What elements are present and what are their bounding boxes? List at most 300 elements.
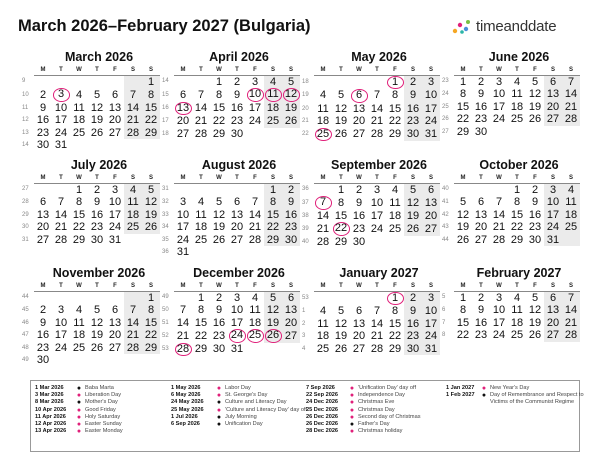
week-number: 19 — [302, 92, 309, 99]
holiday-day: 6 — [350, 89, 368, 103]
empty-day — [52, 75, 70, 88]
day: 17 — [492, 100, 506, 113]
day: 1 — [197, 291, 205, 304]
day: 24 — [422, 115, 440, 128]
week-number: 48 — [22, 344, 29, 351]
day: 12 — [528, 304, 542, 317]
legend-date: 1 Feb 2027 — [446, 392, 475, 399]
week-number: 6 — [442, 307, 446, 314]
week-number: 31 — [22, 236, 29, 243]
week-number: 37 — [302, 199, 309, 206]
day: 4 — [75, 88, 83, 101]
day: 28 — [316, 235, 330, 248]
day: 13 — [544, 304, 562, 317]
empty-day — [88, 354, 106, 367]
legend-name: Christmas holiday — [358, 428, 403, 435]
weekday-header: S — [544, 66, 562, 75]
day: 24 — [248, 115, 262, 128]
legend-date: 1 Jan 2027 — [446, 385, 475, 391]
weekday-header: S — [264, 66, 282, 75]
day: 3 — [233, 291, 241, 304]
empty-day — [52, 354, 70, 367]
day: 2 — [282, 183, 300, 196]
day: 9 — [477, 304, 485, 317]
empty-day — [508, 126, 526, 139]
observance-dot-icon: ● — [349, 420, 355, 428]
weekday-header: S — [124, 174, 142, 183]
weekday-header: T — [332, 174, 350, 183]
week-header — [22, 282, 34, 291]
empty-day — [88, 291, 106, 304]
holiday-dot-icon: ● — [349, 413, 355, 421]
day: 18 — [562, 209, 580, 222]
day: 10 — [54, 316, 68, 329]
week-number: 40 — [302, 238, 309, 245]
weekday-header: S — [544, 282, 562, 291]
day: 12 — [264, 304, 282, 317]
day: 8 — [142, 88, 160, 102]
empty-day — [210, 246, 228, 259]
day: 4 — [319, 89, 327, 102]
day: 3 — [495, 75, 503, 88]
weekday-header: F — [106, 174, 124, 183]
day: 29 — [334, 235, 348, 248]
week-number: 4 — [302, 345, 306, 352]
day: 12 — [90, 316, 104, 329]
day: 23 — [404, 115, 422, 128]
empty-day — [70, 354, 88, 367]
day: 5 — [282, 75, 300, 88]
day: 27 — [176, 127, 190, 140]
legend-column — [171, 385, 315, 428]
day: 3 — [544, 183, 562, 196]
day: 26 — [456, 233, 470, 246]
day: 11 — [511, 304, 523, 317]
weekday-header: T — [472, 282, 490, 291]
empty-day — [332, 75, 350, 89]
legend-item — [306, 407, 448, 414]
day: 16 — [212, 316, 226, 329]
week-number: 13 — [22, 129, 29, 136]
empty-day — [142, 354, 160, 367]
weekday-header: M — [174, 282, 192, 291]
day: 10 — [230, 304, 244, 317]
day: 21 — [124, 329, 142, 342]
empty-day — [228, 183, 246, 196]
legend-name: 'Culture and Literacy Day' day off — [225, 406, 307, 413]
week-number: 47 — [22, 332, 29, 339]
legend-item — [35, 407, 175, 414]
day: 22 — [72, 221, 86, 234]
day: 15 — [334, 209, 348, 222]
month-table — [442, 282, 580, 342]
day: 16 — [282, 209, 300, 222]
week-number: 2 — [302, 320, 306, 327]
day: 21 — [562, 317, 580, 330]
legend-date: 1 Mar 2026 — [35, 385, 64, 391]
day: 14 — [492, 208, 506, 221]
logo-text: timeanddate — [476, 18, 557, 35]
day: 23 — [528, 221, 542, 234]
day: 23 — [352, 222, 366, 235]
legend-item — [35, 392, 175, 399]
observance-dot-icon: ● — [76, 399, 82, 407]
day: 27 — [108, 126, 122, 139]
day: 29 — [142, 342, 160, 355]
day: 1 — [459, 75, 467, 88]
day: 10 — [176, 208, 190, 221]
day: 16 — [404, 318, 422, 331]
empty-day — [106, 75, 124, 88]
week-number: 14 — [22, 142, 29, 149]
weekday-header: T — [472, 66, 490, 75]
empty-day — [368, 291, 386, 305]
weekday-header: T — [192, 66, 210, 75]
holiday-dot-icon: ● — [481, 385, 487, 392]
legend-item — [446, 392, 585, 406]
weekday-header: S — [264, 174, 282, 183]
day: 2 — [477, 75, 485, 88]
day: 28 — [124, 127, 142, 140]
day: 8 — [264, 196, 282, 209]
month-title: April 2026 — [209, 50, 269, 64]
month-title: June 2026 — [488, 50, 550, 64]
legend-item — [35, 385, 175, 392]
day: 15 — [388, 317, 402, 330]
day: 8 — [197, 304, 205, 317]
day: 29 — [388, 342, 402, 355]
day: 20 — [544, 317, 562, 330]
observance-dot-icon: ● — [216, 399, 222, 407]
week-number: 49 — [162, 294, 169, 301]
day: 16 — [36, 329, 50, 342]
week-number: 17 — [162, 118, 169, 125]
legend-date: 6 May 2026 — [171, 392, 201, 399]
day: 5 — [531, 75, 539, 88]
day: 27 — [230, 233, 244, 246]
empty-day — [314, 183, 332, 196]
day: 7 — [124, 304, 142, 317]
day: 17 — [422, 318, 440, 331]
day: 25 — [72, 126, 86, 139]
legend-date: 3 Mar 2026 — [35, 392, 64, 399]
weekday-header: W — [70, 282, 88, 291]
week-number: 35 — [162, 236, 169, 243]
day: 10 — [54, 101, 68, 114]
day: 15 — [456, 100, 470, 113]
day: 4 — [391, 183, 399, 196]
day: 5 — [337, 305, 345, 317]
empty-day — [70, 139, 88, 152]
week-header — [162, 174, 174, 183]
day: 1 — [215, 75, 223, 88]
day: 21 — [562, 101, 580, 114]
empty-day — [192, 183, 210, 196]
month-table — [302, 282, 440, 355]
month-title: March 2026 — [64, 50, 134, 64]
day: 3 — [422, 291, 440, 305]
day: 15 — [142, 102, 160, 115]
empty-day — [142, 139, 160, 152]
day: 11 — [249, 304, 261, 317]
day: 19 — [142, 209, 160, 222]
week-number: 49 — [22, 357, 29, 364]
day: 4 — [319, 305, 327, 317]
holiday-dot-icon: ● — [216, 392, 222, 400]
empty-day — [282, 128, 300, 141]
legend-name: Independence Day — [358, 392, 405, 399]
empty-day — [246, 128, 264, 141]
day: 15 — [456, 316, 470, 329]
week-number: 5 — [442, 294, 446, 301]
weekday-header: T — [472, 174, 490, 183]
legend-name: Christmas Day — [358, 406, 395, 413]
day: 14 — [370, 102, 384, 115]
legend-name: Christmas Eve — [358, 399, 395, 406]
day: 28 — [248, 233, 262, 246]
day: 12 — [334, 317, 348, 330]
legend-date: 24 Dec 2026 — [306, 399, 339, 406]
timeanddate-logo-icon — [452, 19, 472, 35]
legend-name: St. George's Day — [225, 392, 268, 399]
day: 24 — [370, 222, 384, 235]
day: 1 — [459, 291, 467, 304]
day: 3 — [57, 304, 65, 317]
day: 5 — [531, 291, 539, 304]
day: 22 — [456, 113, 470, 126]
holiday-day: 7 — [314, 196, 332, 210]
day: 24 — [108, 221, 122, 234]
weekday-header: M — [454, 174, 472, 183]
month-title: August 2026 — [201, 158, 277, 172]
weekday-header: S — [282, 282, 300, 291]
day: 5 — [459, 196, 467, 209]
day: 16 — [90, 208, 104, 221]
day: 14 — [248, 208, 262, 221]
day: 24 — [54, 341, 68, 354]
day: 13 — [422, 196, 440, 210]
week-header — [302, 66, 314, 75]
day: 9 — [215, 304, 223, 317]
day: 4 — [251, 291, 259, 304]
day: 30 — [474, 125, 488, 138]
empty-day — [106, 354, 124, 367]
empty-day — [192, 246, 210, 259]
week-number: 32 — [162, 199, 169, 206]
day: 2 — [404, 75, 422, 89]
day: 11 — [389, 196, 401, 209]
logo[interactable] — [452, 18, 556, 35]
month-4 — [22, 158, 162, 266]
empty-day — [282, 343, 300, 357]
day: 25 — [510, 329, 524, 342]
week-number: 10 — [22, 91, 29, 98]
legend-date: 8 Mar 2026 — [35, 399, 64, 406]
weekday-header: S — [404, 282, 422, 291]
day: 23 — [282, 221, 300, 234]
legend-date: 11 Apr 2026 — [35, 413, 66, 420]
day: 28 — [124, 342, 142, 355]
day: 10 — [544, 196, 562, 209]
weekday-header: M — [34, 174, 52, 183]
holiday-day: 1 — [386, 75, 404, 89]
weekday-header: M — [34, 282, 52, 291]
empty-day — [472, 183, 490, 196]
day: 21 — [316, 222, 330, 235]
day: 5 — [264, 291, 282, 304]
day: 10 — [370, 196, 384, 209]
day: 23 — [404, 330, 422, 343]
holiday-day: 11 — [264, 88, 282, 102]
day: 14 — [176, 316, 190, 329]
week-number: 41 — [442, 199, 449, 206]
day: 30 — [352, 235, 366, 248]
week-number: 18 — [162, 130, 169, 137]
empty-day — [350, 291, 368, 305]
month-title: July 2026 — [70, 158, 128, 172]
weekday-header: S — [264, 282, 282, 291]
month-9 — [162, 266, 302, 374]
weekday-header: F — [386, 174, 404, 183]
legend-name: Mother's Day — [85, 399, 118, 406]
day: 3 — [495, 291, 503, 304]
weekday-header: S — [562, 282, 580, 291]
empty-day — [34, 183, 52, 196]
day: 21 — [54, 221, 68, 234]
day: 20 — [230, 221, 244, 234]
day: 24 — [54, 126, 68, 139]
day: 9 — [531, 196, 539, 209]
empty-day — [368, 236, 386, 249]
day: 21 — [248, 221, 262, 234]
empty-day — [34, 75, 52, 88]
day: 2 — [355, 183, 363, 196]
month-table — [302, 174, 440, 248]
day: 11 — [195, 208, 207, 221]
empty-day — [526, 126, 544, 139]
day: 16 — [352, 209, 366, 222]
day: 10 — [422, 89, 440, 103]
day: 6 — [477, 196, 485, 209]
weekday-header: T — [332, 66, 350, 75]
day: 15 — [264, 209, 282, 222]
day: 27 — [422, 222, 440, 236]
day: 6 — [544, 75, 562, 88]
legend-date: 25 May 2026 — [171, 406, 204, 413]
empty-day — [264, 246, 282, 259]
month-table — [162, 66, 300, 140]
legend-column — [35, 385, 175, 435]
day: 26 — [90, 341, 104, 354]
legend-item — [35, 399, 175, 406]
day: 27 — [544, 329, 562, 342]
day: 15 — [142, 317, 160, 330]
legend-name: Culture and Literacy Day — [225, 399, 287, 406]
day: 14 — [370, 317, 384, 330]
day: 19 — [90, 114, 104, 127]
empty-day — [544, 126, 562, 139]
empty-day — [174, 291, 192, 304]
month-2 — [302, 50, 442, 158]
legend-name: Holy Saturday — [85, 413, 121, 420]
day: 28 — [562, 329, 580, 342]
day: 30 — [404, 343, 422, 356]
weekday-header: F — [246, 174, 264, 183]
weekday-header: S — [562, 174, 580, 183]
day: 20 — [352, 115, 366, 128]
weekday-header: S — [142, 282, 160, 291]
legend-item — [35, 421, 175, 428]
day: 26 — [334, 342, 348, 355]
day: 13 — [282, 304, 300, 317]
holiday-day: 26 — [264, 329, 282, 343]
day: 26 — [90, 126, 104, 139]
weekday-header: S — [282, 66, 300, 75]
day: 12 — [334, 102, 348, 115]
weekday-header: T — [228, 174, 246, 183]
month-title: May 2026 — [351, 50, 407, 64]
day: 24 — [492, 113, 506, 126]
weekday-header: F — [386, 282, 404, 291]
weekday-header: F — [386, 66, 404, 75]
day: 7 — [373, 305, 381, 317]
day: 15 — [194, 316, 208, 329]
day: 1 — [264, 183, 282, 196]
week-number: 39 — [302, 225, 309, 232]
month-7 — [442, 158, 582, 266]
empty-day — [404, 236, 422, 249]
day: 27 — [474, 233, 488, 246]
legend-item — [306, 392, 448, 399]
week-header — [302, 282, 314, 291]
day: 30 — [528, 233, 542, 246]
empty-day — [174, 75, 192, 88]
day: 27 — [544, 113, 562, 126]
day: 8 — [391, 305, 399, 317]
empty-day — [70, 291, 88, 304]
day: 23 — [36, 126, 50, 139]
day: 30 — [36, 139, 50, 152]
legend-item — [306, 385, 448, 392]
weekday-header: W — [210, 174, 228, 183]
day: 2 — [233, 75, 241, 88]
day: 19 — [456, 221, 470, 234]
day: 17 — [54, 329, 68, 342]
day: 14 — [316, 209, 330, 222]
observance-dot-icon: ● — [481, 392, 487, 400]
day: 20 — [422, 210, 440, 223]
week-number: 14 — [162, 78, 169, 85]
weekday-header: T — [52, 66, 70, 75]
day: 7 — [495, 196, 503, 209]
week-number: 9 — [22, 78, 26, 85]
weekday-header: M — [314, 174, 332, 183]
empty-day — [314, 291, 332, 305]
weekday-header: F — [526, 66, 544, 75]
weekday-header: S — [282, 174, 300, 183]
week-number: 30 — [22, 224, 29, 231]
month-table — [302, 66, 440, 141]
week-header — [22, 66, 34, 75]
holiday-day: 3 — [52, 88, 70, 102]
day: 13 — [108, 101, 122, 114]
day: 30 — [212, 343, 226, 356]
day: 11 — [562, 196, 580, 209]
day: 1 — [142, 75, 160, 88]
weekday-header: W — [350, 282, 368, 291]
legend-date: 12 Apr 2026 — [35, 420, 67, 427]
month-3 — [442, 50, 582, 158]
